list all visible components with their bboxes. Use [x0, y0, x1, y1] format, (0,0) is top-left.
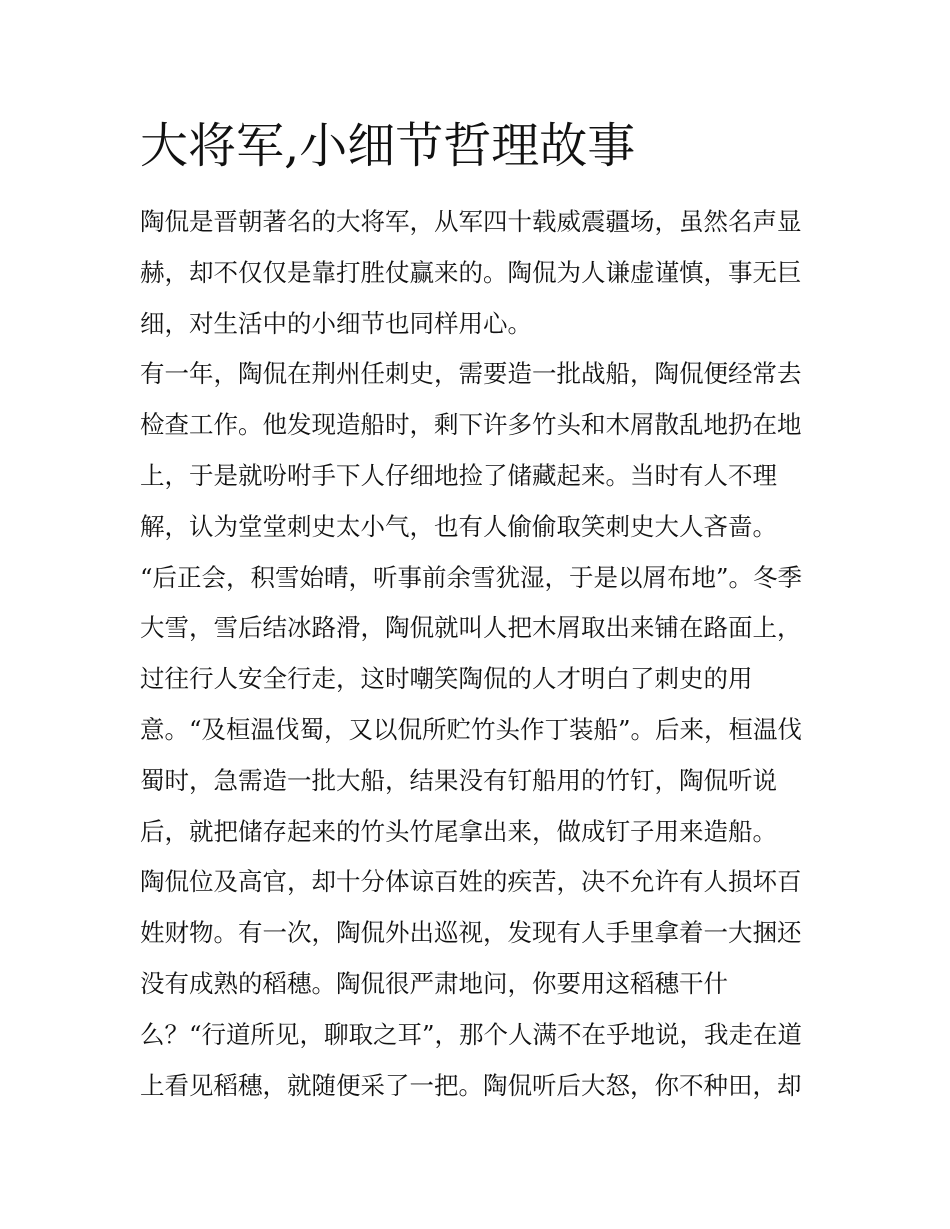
text-line: 陶侃位及高官，却十分体谅百姓的疾苦，决不允许有人损坏百	[140, 867, 802, 897]
text-line: 细，对生活中的小细节也同样用心。	[140, 308, 532, 338]
text-line: 后，就把储存起来的竹头竹尾拿出来，做成钉子用来造船。	[140, 816, 777, 846]
text-line: 检查工作。他发现造船时，剩下许多竹头和木屑散乱地扔在地	[140, 410, 802, 440]
text-line: “后正会，积雪始晴，听事前余雪犹湿，于是以屑布地”。冬季	[140, 562, 803, 592]
text-line: 赫，却不仅仅是靠打胜仗赢来的。陶侃为人谦虚谨慎，事无巨	[140, 257, 802, 287]
text-line: 上看见稻穗，就随便采了一把。陶侃听后大怒，你不种田，却	[140, 1070, 802, 1100]
page-title: 大将军,小细节哲理故事	[140, 118, 636, 174]
text-line: 解，认为堂堂刺史太小气，也有人偷偷取笑刺史大人吝啬。	[140, 511, 777, 541]
text-line: 有一年，陶侃在荆州任刺史，需要造一批战船，陶侃便经常去	[140, 359, 802, 389]
article-body	[140, 197, 820, 1111]
text-line: 蜀时，急需造一批大船，结果没有钉船用的竹钉，陶侃听说	[140, 765, 777, 795]
text-line: 么？“行道所见，聊取之耳”，那个人满不在乎地说，我走在道	[140, 1019, 803, 1049]
text-line: 意。“及桓温伐蜀，又以侃所贮竹头作丁装船”。后来，桓温伐	[140, 714, 803, 744]
text-line: 姓财物。有一次，陶侃外出巡视，发现有人手里拿着一大捆还	[140, 918, 802, 948]
text-line: 陶侃是晋朝著名的大将军，从军四十载威震疆场，虽然名声显	[140, 207, 802, 236]
text-line: 过往行人安全行走，这时嘲笑陶侃的人才明白了刺史的用	[140, 664, 753, 694]
text-line: 没有成熟的稻穗。陶侃很严肃地问，你要用这稻穗干什	[140, 968, 728, 998]
text-line: 大雪，雪后结冰路滑，陶侃就叫人把木屑取出来铺在路面上，	[140, 613, 802, 643]
text-line: 上，于是就吩咐手下人仔细地捡了储藏起来。当时有人不理	[140, 460, 777, 490]
